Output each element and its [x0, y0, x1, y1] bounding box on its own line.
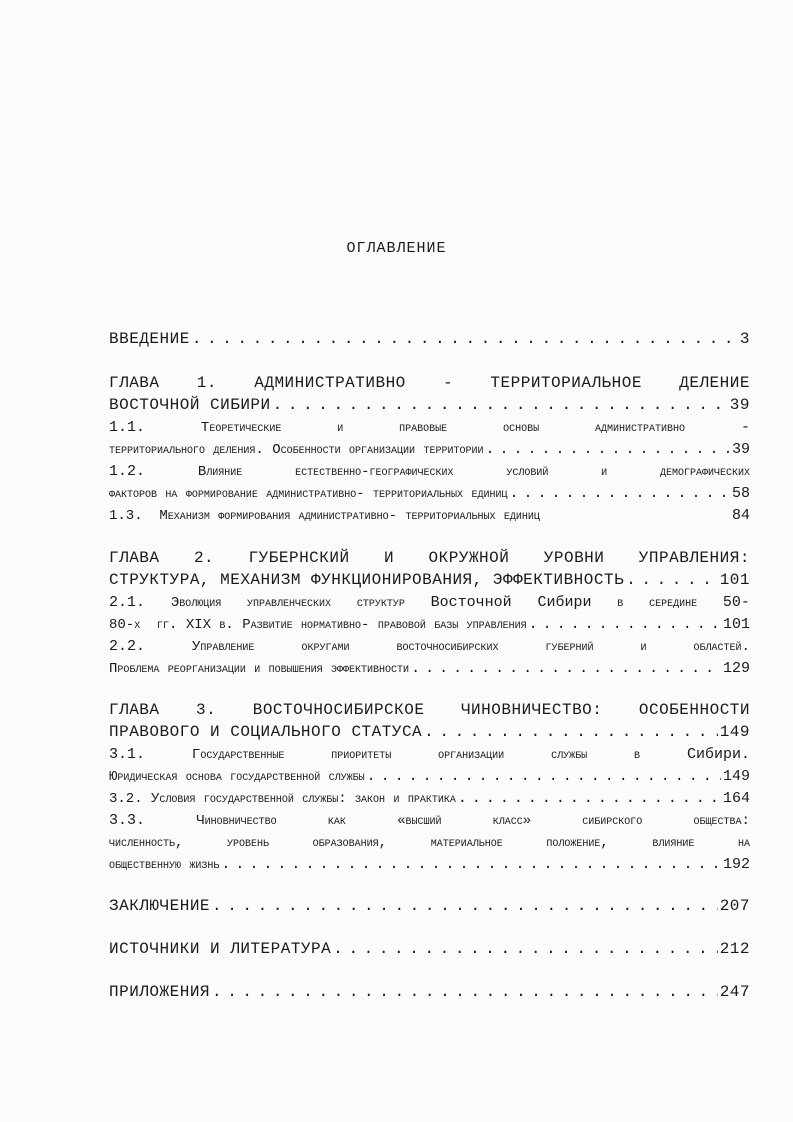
toc-word: ОСОБЕННОСТИ: [638, 701, 750, 719]
toc-word: организации: [438, 747, 505, 763]
leader-dots: [273, 396, 728, 414]
toc-word: численность,: [109, 835, 184, 851]
toc-word: Государственные: [191, 747, 285, 763]
leader-dots: [212, 897, 718, 915]
toc-section-1-2-line-2[interactable]: [109, 480, 750, 502]
toc-word: Восточной: [430, 594, 512, 611]
toc-chapter-3-line-2[interactable]: [109, 719, 750, 741]
toc-word: Сибири.: [686, 746, 750, 763]
toc-label: 80-х гг. XIX в. Развитие нормативно- правовой базы управления: [109, 617, 527, 633]
toc-word: образования,: [312, 835, 388, 851]
toc-word: Чиновничество: [196, 813, 277, 829]
toc-word: восточносибирских: [396, 639, 499, 655]
toc-word: Сибири: [537, 594, 592, 611]
toc-word: 2.: [193, 549, 215, 567]
toc-chapter-2-line-2[interactable]: [109, 567, 750, 589]
toc-word: в: [634, 747, 641, 763]
toc-section-2-1-line-2[interactable]: [109, 611, 750, 633]
toc-word: структур: [356, 595, 405, 611]
toc-section-1-1-line-2[interactable]: [109, 436, 750, 458]
toc-page-number: 207: [719, 897, 750, 915]
toc-label: общественную жизнь: [109, 857, 220, 873]
toc-word: УРОВНИ: [543, 549, 605, 567]
leader-dots: [367, 768, 721, 785]
leader-dots: [529, 616, 721, 633]
toc-word: -: [740, 419, 750, 436]
toc-chapter-2-line-1[interactable]: [109, 545, 750, 567]
toc-word: общества:: [693, 813, 750, 829]
toc-word: 3.: [196, 701, 217, 719]
toc-word: ДЕЛЕНИЕ: [679, 374, 750, 392]
toc-word: Эволюция: [170, 595, 222, 611]
toc-word: 1.1.: [109, 419, 146, 436]
leader-dots: [509, 485, 730, 502]
toc-word: ГЛАВА: [109, 701, 160, 719]
toc-chapter-1-line-2[interactable]: [109, 392, 750, 414]
toc-word: 1.2.: [109, 463, 146, 480]
toc-word: ГЛАВА: [109, 374, 160, 392]
toc-word: административно: [595, 420, 686, 436]
toc-word: округами: [301, 639, 350, 655]
toc-word: положение,: [546, 835, 609, 851]
toc-label: ПРАВОВОГО И СОЦИАЛЬНОГО СТАТУСА: [109, 723, 423, 741]
toc-word: -: [443, 374, 454, 392]
toc-word: 1.: [196, 374, 217, 392]
toc-page-number: 129: [722, 660, 750, 677]
toc-word: приоритеты: [331, 747, 392, 763]
toc-word: уровень: [227, 835, 270, 851]
toc-entry-appendix[interactable]: [109, 979, 750, 1001]
toc-section-2-2-line-1[interactable]: [109, 633, 750, 655]
toc-page-number: 164: [722, 790, 750, 807]
toc-label: ВВЕДЕНИЕ: [109, 330, 190, 348]
toc-page-number: 212: [719, 940, 750, 958]
toc-word: основы: [503, 420, 540, 436]
leader-dots: [424, 723, 718, 741]
toc-entry-intro[interactable]: [109, 326, 750, 348]
toc-page-number: 247: [719, 983, 750, 1001]
page-title: ОГЛАВЛЕНИЕ: [346, 240, 447, 257]
toc-page-number: 192: [722, 856, 750, 873]
toc-section-3-3-line-2[interactable]: [109, 829, 750, 851]
leader-dots: [221, 856, 721, 873]
toc-word: 2.1.: [109, 594, 146, 611]
toc-word: сибирского: [582, 813, 643, 829]
toc-section-3-1-line-2[interactable]: [109, 763, 750, 785]
toc-word: управленческих: [247, 595, 332, 611]
toc-page-number: 39: [729, 396, 750, 414]
toc-word: Управление: [192, 639, 255, 655]
toc-word: и: [601, 464, 608, 480]
toc-word: влияние: [652, 835, 695, 851]
toc-word: и: [337, 420, 344, 436]
toc-section-1-3[interactable]: [109, 502, 750, 524]
toc-word: в: [617, 595, 624, 611]
toc-label: ПРИЛОЖЕНИЯ: [109, 983, 211, 1001]
toc-page-number: 101: [719, 571, 750, 589]
toc-label: факторов на формирование административно- территориальных единиц: [109, 486, 508, 502]
toc-label: СТРУКТУРА, МЕХАНИЗМ ФУНКЦИОНИРОВАНИЯ, ЭФФЕКТИВНОСТЬ: [109, 571, 625, 589]
toc-word: 3.1.: [109, 746, 146, 763]
toc-word: ГЛАВА: [109, 549, 160, 567]
toc-section-2-1-line-1[interactable]: [109, 589, 750, 611]
toc-word: И: [384, 549, 395, 567]
toc-word: класс»: [492, 813, 532, 829]
toc-page-number: 58: [731, 485, 750, 502]
toc-page-number: 84: [731, 507, 750, 524]
toc-section-3-3-line-3[interactable]: [109, 851, 750, 873]
toc-word: областей.: [693, 639, 750, 655]
toc-word: середине: [649, 595, 698, 611]
toc-word: УПРАВЛЕНИЯ:: [638, 549, 750, 567]
leader-dots: [333, 940, 717, 958]
toc-word: губерний: [545, 639, 594, 655]
toc-label: 1.3. Механизм формирования административно- территориальных единиц: [109, 508, 540, 524]
toc-word: и: [640, 639, 647, 655]
toc-entry-conclusion[interactable]: [109, 893, 750, 915]
toc-entry-sources[interactable]: [109, 936, 750, 958]
toc-label: ВОСТОЧНОЙ СИБИРИ: [109, 396, 271, 414]
toc-word: 50-: [722, 594, 750, 611]
toc-word: ЧИНОВНИЧЕСТВО:: [460, 701, 603, 719]
toc-section-3-2[interactable]: [109, 785, 750, 807]
toc-word: ОКРУЖНОЙ: [428, 549, 510, 567]
toc-chapter-1-line-1[interactable]: [109, 370, 750, 392]
toc-label: территориального деления. Особенности организации территории: [109, 442, 484, 458]
toc-page-number: 3: [739, 330, 750, 348]
toc-page-number: 39: [731, 441, 750, 458]
toc-word: «высший: [397, 813, 442, 829]
toc-word: ТЕРРИТОРИАЛЬНОЕ: [490, 374, 642, 392]
leader-dots: [485, 441, 730, 458]
toc-word: 3.3.: [109, 812, 146, 829]
toc-word: АДМИНИСТРАТИВНО: [254, 374, 406, 392]
leader-dots: [212, 983, 718, 1001]
toc-page-number: 149: [719, 723, 750, 741]
toc-label: 3.2. Условия государственной службы: закон и практика: [109, 791, 456, 807]
toc-section-2-2-line-2[interactable]: [109, 655, 750, 677]
toc-word: Теоретические: [200, 420, 282, 436]
toc-word: правовые: [399, 420, 448, 436]
toc-label: ИСТОЧНИКИ И ЛИТЕРАТУРА: [109, 940, 332, 958]
toc-chapter-3-line-1[interactable]: [109, 697, 750, 719]
toc-section-3-3-line-1[interactable]: [109, 807, 750, 829]
toc-label: Проблема реорганизации и повышения эффективности: [109, 661, 410, 677]
toc-word: на: [737, 835, 750, 851]
toc-word: условий: [506, 464, 549, 480]
toc-word: Влияние: [197, 464, 243, 480]
toc-page-number: 101: [722, 616, 750, 633]
toc-label: Юридическая основа государственной службы: [109, 769, 365, 785]
toc-section-3-1-line-1[interactable]: [109, 741, 750, 763]
leader-dots: [411, 660, 721, 677]
toc-label: ЗАКЛЮЧЕНИЕ: [109, 897, 211, 915]
toc-word: естественно-географических: [295, 464, 454, 480]
leader-dots: [458, 790, 721, 807]
toc-section-1-2-line-1[interactable]: [109, 458, 750, 480]
toc-word: материальное: [430, 835, 503, 851]
toc-section-1-1-line-1[interactable]: [109, 414, 750, 436]
toc-word: ВОСТОЧНОСИБИРСКОЕ: [252, 701, 425, 719]
toc-word: как: [327, 813, 346, 829]
toc-word: 2.2.: [109, 638, 146, 655]
leader-dots: [192, 330, 738, 348]
toc-word: службы: [551, 747, 588, 763]
toc-page-number: 149: [722, 768, 750, 785]
toc-word: демографических: [659, 464, 750, 480]
toc-word: ГУБЕРНСКИЙ: [248, 549, 350, 567]
leader-dots: [626, 571, 718, 589]
